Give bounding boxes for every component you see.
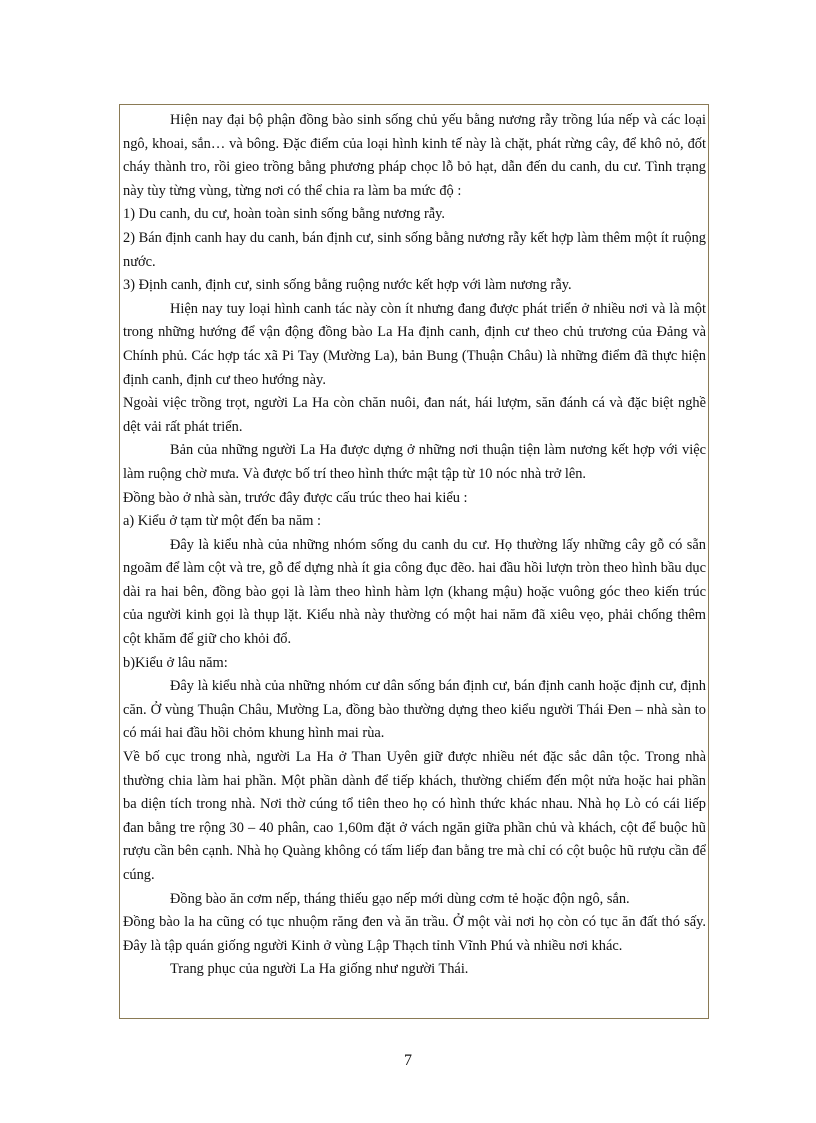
paragraph: Hiện nay tuy loại hình canh tác này còn ít nhưng đang được phát triển ở nhiều nơi và là một trong những hướng để vận động đồng bào La Ha định canh, định cư theo chủ trương của Đảng và Chính phủ. Các hợp tác xã Pi Tay (Mường La), bản Bung (Thuận Châu) là những điểm đã thực hiện định canh, định cư theo hướng này. <box>123 300 706 388</box>
paragraph: 2) Bán định canh hay du canh, bán định cư, sinh sống bằng nương rẫy kết hợp làm thêm một ít ruộng nước. <box>123 229 706 270</box>
page-number: 7 <box>404 1052 412 1069</box>
paragraph: Hiện nay đại bộ phận đồng bào sinh sống chủ yếu bằng nương rẫy trồng lúa nếp và các loại ngô, khoai, sắn… và bông. Đặc điểm của loại hình kinh tế này là chặt, phát rừng cây, để khô nỏ, đốt cháy thành tro, rồi gieo trồng bằng phương pháp chọc lỗ bỏ hạt, dẫn đến du canh, du cư. Tình trạng này tùy từng vùng, từng nơi có thể chia ra làm ba mức độ : <box>123 112 706 199</box>
paragraph: b)Kiểu ở lâu năm: <box>123 654 228 671</box>
paragraph: 1) Du canh, du cư, hoàn toàn sinh sống bằng nương rẫy. <box>123 206 446 223</box>
paragraph: a) Kiểu ở tạm từ một đến ba năm : <box>123 513 322 530</box>
paragraph: Đây là kiểu nhà của những nhóm sống du canh du cư. Họ thường lấy những cây gỗ có sẵn ngoãm để làm cột và tre, gỗ để dựng nhà ít gia công đục đẽo. hai đầu hồi lượn tròn theo hình bầu dục dài ra hai bên, đồng bào gọi là làm theo hình hàm lợn (khang mậu) hoặc vuông góc theo kiến trúc của người kinh gọi là thụp lặt. Kiểu nhà này thường có một hai năm đã xiêu vẹo, phải chống thêm cột khăm để giữ cho khỏi đổ. <box>123 536 706 648</box>
paragraph: 3) Định canh, định cư, sinh sống bằng ruộng nước kết hợp với làm nương rẫy. <box>123 277 572 294</box>
paragraph: Về bố cục trong nhà, người La Ha ở Than Uyên giữ được nhiều nét đặc sắc dân tộc. Trong nhà thường chia làm hai phần. Một phần dành để tiếp khách, thường chiếm đến một nửa hoặc hai phần ba diện tích trong nhà. Nơi thờ cúng tổ tiên theo họ có hình thức khác nhau. Nhà họ Lò có cái liếp đan bằng tre rộng 30 – 40 phân, cao 1,60m đặt ở vách ngăn giữa phần chủ và khách, cột để buộc hũ rượu cần bên cạnh. Nhà họ Quàng không có tấm liếp đan bằng tre mà chỉ có cột buộc hũ rượu cần để cúng. <box>123 749 706 883</box>
paragraph: Đây là kiểu nhà của những nhóm cư dân sống bán định cư, bán định canh hoặc định cư, định căn. Ở vùng Thuận Châu, Mường La, đồng bào thường dựng theo kiểu người Thái Đen – nhà sàn to có mái hai đầu hồi chỏm khung hình mai rùa. <box>123 678 706 742</box>
page-border <box>119 104 709 1019</box>
document-body <box>123 109 706 982</box>
paragraph: Bản của những người La Ha được dựng ở những nơi thuận tiện làm nương kết hợp với việc làm ruộng chờ mưa. Và được bố trí theo hình thức mật tập từ 10 nóc nhà trở lên. <box>123 442 706 482</box>
paragraph: Đồng bào ăn cơm nếp, tháng thiếu gạo nếp mới dùng cơm tẻ hoặc độn ngô, sắn. <box>170 890 630 907</box>
paragraph: Đồng bào ở nhà sàn, trước đây được cấu trúc theo hai kiểu : <box>123 489 468 506</box>
paragraph: Đồng bào la ha cũng có tục nhuộm răng đen và ăn trầu. Ở một vài nơi họ còn có tục ăn đất thó sấy. Đây là tập quán giống người Kinh ở vùng Lập Thạch tỉnh Vĩnh Phú và nhiều nơi khác. <box>123 914 706 954</box>
paragraph: Trang phục của người La Ha giống như người Thái. <box>170 961 469 978</box>
paragraph: Ngoài việc trồng trọt, người La Ha còn chăn nuôi, đan nát, hái lượm, săn đánh cá và đặc biệt nghề dệt vải rất phát triển. <box>123 395 706 435</box>
